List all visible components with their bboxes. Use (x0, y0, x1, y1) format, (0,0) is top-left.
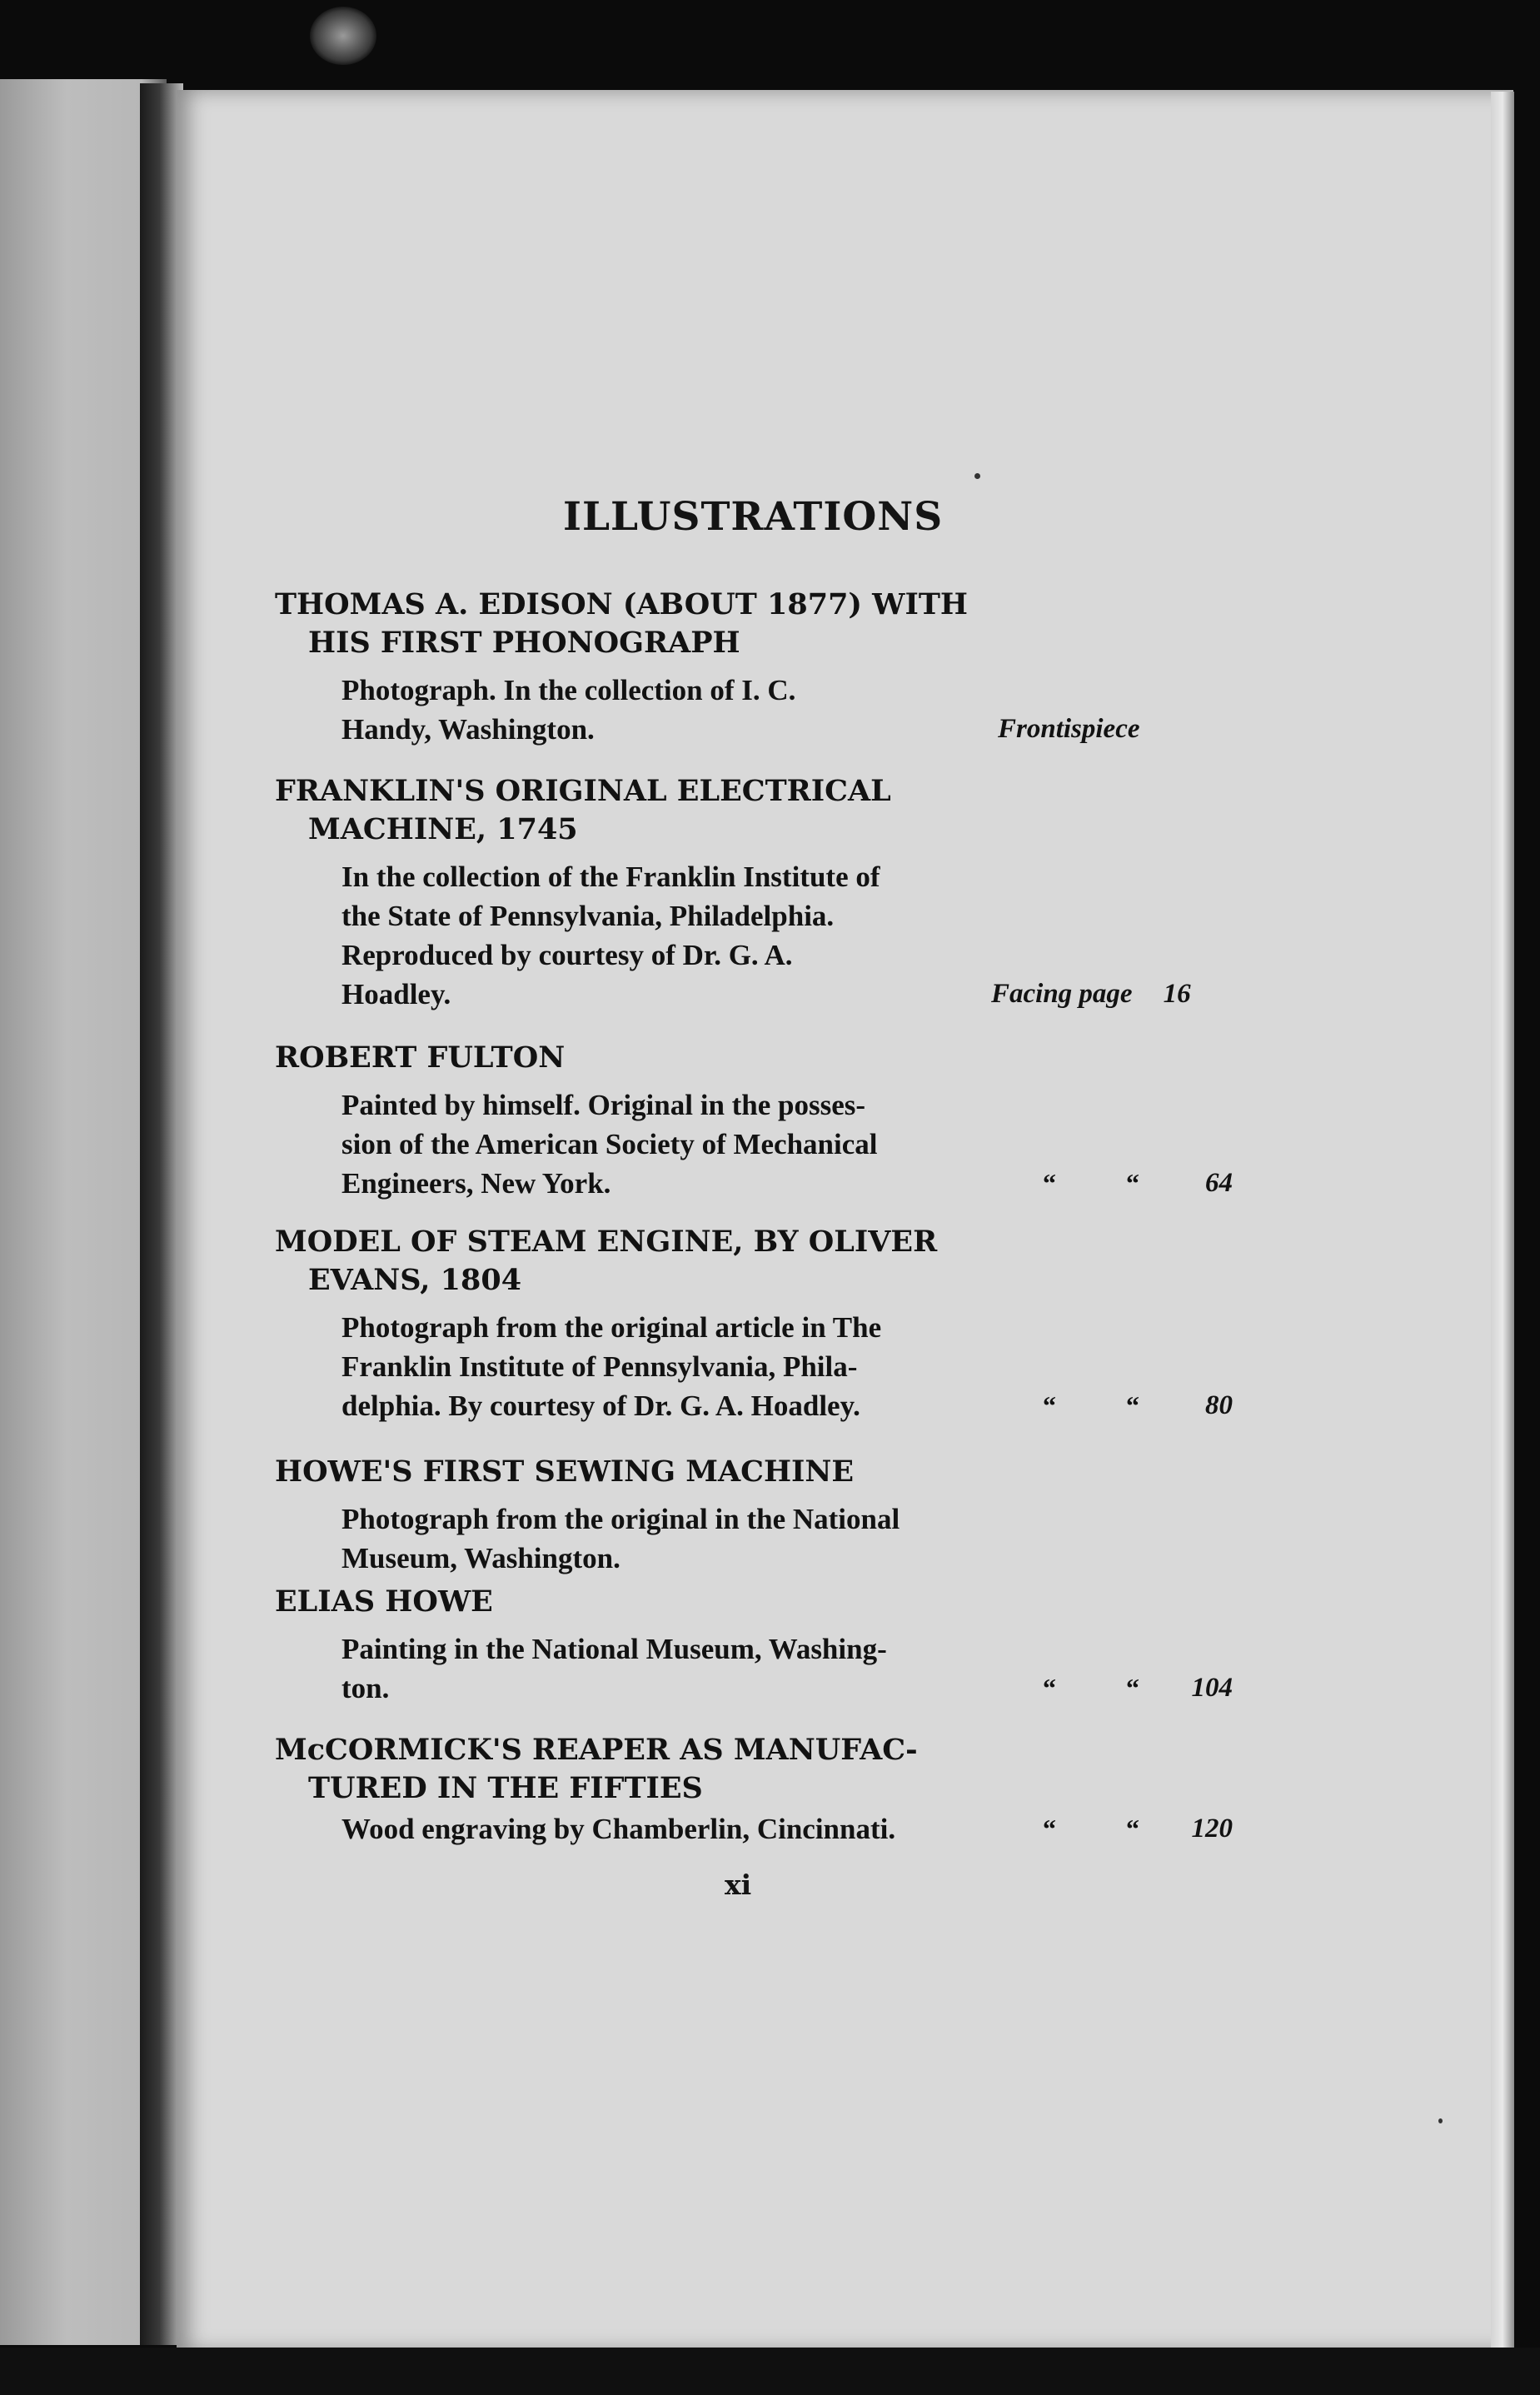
book-page (177, 90, 1513, 2352)
illustration-entry (275, 1731, 1249, 1849)
ditto-mark: “ (1126, 1390, 1139, 1420)
illustration-entry (275, 772, 1249, 1014)
ink-speck (974, 473, 980, 479)
entry-description: Photograph. In the collection of I. C. Handy, Washington. (341, 674, 796, 746)
page-number: 80 (1205, 1390, 1233, 1420)
page-number: 64 (1205, 1168, 1233, 1198)
ditto-mark: “ (1043, 1814, 1056, 1844)
entry-description: Painted by himself. Original in the posses- sion of the American Society of Mechanical Engineers, New York. (341, 1089, 878, 1200)
scan-glare (310, 7, 376, 65)
ink-speck (1438, 2118, 1443, 2123)
page-number: 104 (1191, 1673, 1233, 1703)
illustration-entry (275, 1583, 1249, 1708)
entry-description: In the collection of the Franklin Institute of the State of Pennsylvania, Philadelphia. Reproduced by courtesy of Dr. G. A. Hoadley. (341, 861, 880, 1010)
entry-description-row (275, 1085, 1249, 1203)
entry-description-row (275, 1629, 1249, 1708)
page-reference: Frontispiece (998, 714, 1140, 744)
page-number: 120 (1191, 1814, 1233, 1844)
entry-title: McCORMICK'S REAPER AS MANUFAC- TURED IN THE FIFTIES (275, 1733, 918, 1805)
ditto-mark: “ (1043, 1390, 1056, 1420)
entry-title: FRANKLIN'S ORIGINAL ELECTRICAL MACHINE, 1745 (275, 774, 891, 846)
illustration-entry (275, 1039, 1249, 1203)
page-right-edge (1491, 92, 1514, 2349)
ditto-mark: “ (1126, 1814, 1139, 1844)
entry-description: Photograph from the original in the National Museum, Washington. (341, 1503, 900, 1574)
entry-title: ELIAS HOWE (275, 1584, 493, 1619)
entry-description: Photograph from the original article in The Franklin Institute of Pennsylvania, Phila- delphia. By courtesy of Dr. G. A. Hoadley. (341, 1311, 882, 1422)
illustration-entry (275, 1223, 1249, 1425)
entry-description-row (275, 671, 1249, 749)
ditto-mark: “ (1043, 1673, 1056, 1703)
ditto-mark: “ (1043, 1168, 1056, 1198)
entry-description-row (275, 1499, 1249, 1578)
illustration-entry (275, 586, 1249, 749)
page-reference: Facing page (991, 979, 1133, 1009)
entry-title: HOWE'S FIRST SEWING MACHINE (275, 1454, 855, 1489)
page-number: 16 (1163, 979, 1191, 1009)
page-title: ILLUSTRATIONS (563, 494, 944, 540)
entry-description-row (275, 1809, 1249, 1849)
ditto-mark: “ (1126, 1673, 1139, 1703)
entry-description: Wood engraving by Chamberlin, Cincinnati. (341, 1813, 896, 1845)
entry-title: THOMAS A. EDISON (ABOUT 1877) WITH HIS FIRST PHONOGRAPH (275, 587, 968, 660)
ditto-mark: “ (1126, 1168, 1139, 1198)
entry-description-row (275, 1308, 1249, 1425)
page-folio: xi (725, 1869, 752, 1901)
entry-title: ROBERT FULTON (275, 1040, 566, 1075)
illustration-entry (275, 1453, 1249, 1578)
scan-bottom-border (0, 2348, 1540, 2395)
entry-title: MODEL OF STEAM ENGINE, BY OLIVER EVANS, 1804 (275, 1225, 938, 1297)
entry-description: Painting in the National Museum, Washing- ton. (341, 1633, 887, 1704)
entry-description-row (275, 857, 1249, 1014)
